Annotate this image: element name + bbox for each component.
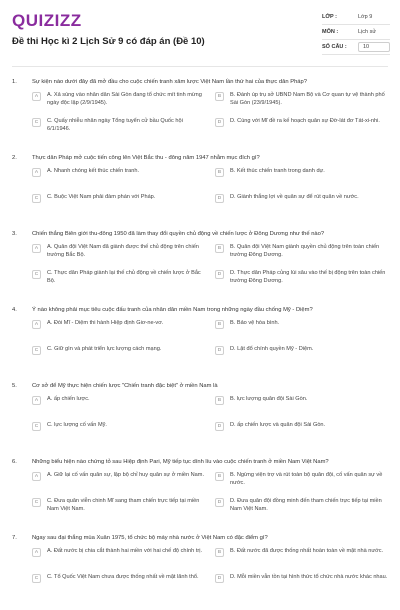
answer-option[interactable] bbox=[32, 472, 205, 494]
question-item bbox=[12, 154, 388, 230]
answer-option[interactable] bbox=[215, 194, 388, 216]
option-text: D. Đưa quân đội đồng minh đến tham chiến trực tiếp tại miền Nam Việt Nam. bbox=[230, 498, 382, 512]
answer-options bbox=[32, 548, 388, 596]
option-letter-box[interactable]: C bbox=[32, 270, 41, 279]
question-text: Ngay sau đại thắng mùa Xuân 1975, tổ chức bộ máy nhà nước ở Việt Nam có đặc điểm gì? bbox=[32, 535, 268, 541]
answer-option[interactable] bbox=[32, 118, 205, 140]
quizizz-logo: QUIZIZZ bbox=[12, 11, 82, 30]
worksheet-header bbox=[0, 0, 400, 64]
option-letter-box[interactable]: A bbox=[32, 320, 41, 329]
answer-option[interactable] bbox=[32, 270, 205, 292]
option-letter-box[interactable]: C bbox=[32, 498, 41, 507]
answer-option[interactable] bbox=[32, 92, 205, 114]
option-letter-box[interactable]: A bbox=[32, 548, 41, 557]
answer-option[interactable] bbox=[32, 194, 205, 216]
question-number: 1. bbox=[12, 79, 17, 85]
option-text: C. Giữ gìn và phát triển lực lượng cách mạng. bbox=[47, 346, 162, 352]
meta-label: MÔN : bbox=[322, 29, 339, 35]
option-text: C. Quấy nhiễu nhân ngày Tổng tuyển cử bầu Quốc hội 6/1/1946. bbox=[47, 118, 183, 132]
option-letter-box[interactable]: C bbox=[32, 422, 41, 431]
option-letter-box[interactable]: A bbox=[32, 92, 41, 101]
answer-option[interactable] bbox=[215, 270, 388, 292]
option-text: D. Cùng với Mĩ đề ra kế hoạch quân sự Đờ-lát đơ Tát-xi-nhi. bbox=[230, 118, 380, 124]
option-letter-box[interactable]: B bbox=[215, 168, 224, 177]
option-letter-box[interactable]: D bbox=[215, 574, 224, 583]
meta-row-subject bbox=[322, 25, 390, 40]
answer-option[interactable] bbox=[32, 548, 205, 570]
option-text: C. Đưa quân viễn chinh Mĩ sang tham chiến trực tiếp tại miền Nam Việt Nam. bbox=[47, 498, 200, 512]
answer-option[interactable] bbox=[215, 346, 388, 368]
question-item bbox=[12, 458, 388, 534]
answer-option[interactable] bbox=[32, 498, 205, 520]
meta-label: SỐ CÂU : bbox=[322, 44, 347, 50]
option-letter-box[interactable]: D bbox=[215, 346, 224, 355]
question-number: 7. bbox=[12, 535, 17, 541]
option-letter-box[interactable]: D bbox=[215, 422, 224, 431]
answer-option[interactable] bbox=[32, 244, 205, 266]
answer-option[interactable] bbox=[215, 472, 388, 494]
answer-options bbox=[32, 320, 388, 368]
option-letter-box[interactable]: B bbox=[215, 244, 224, 253]
meta-value: Lịch sử bbox=[358, 29, 377, 35]
option-letter-box[interactable]: A bbox=[32, 472, 41, 481]
option-letter-box[interactable]: B bbox=[215, 396, 224, 405]
question-header bbox=[12, 458, 388, 470]
option-text: D. Thực dân Pháp củng lùi sâu vào thế bị động trên toàn chiến trường Đông Dương. bbox=[230, 270, 386, 284]
option-letter-box[interactable]: C bbox=[32, 118, 41, 127]
answer-option[interactable] bbox=[215, 118, 388, 140]
question-number: 2. bbox=[12, 155, 17, 161]
option-letter-box[interactable]: B bbox=[215, 320, 224, 329]
option-letter-box[interactable]: D bbox=[215, 194, 224, 203]
answer-option[interactable] bbox=[32, 168, 205, 190]
answer-options bbox=[32, 472, 388, 520]
option-letter-box[interactable]: D bbox=[215, 270, 224, 279]
option-letter-box[interactable]: B bbox=[215, 472, 224, 481]
page-title: Đề thi Học kì 2 Lịch Sử 9 có đáp án (Đề 10) bbox=[12, 36, 205, 47]
option-letter-box[interactable]: C bbox=[32, 574, 41, 583]
question-number: 5. bbox=[12, 383, 17, 389]
meta-value: Lớp 9 bbox=[358, 14, 373, 20]
answer-option[interactable] bbox=[215, 396, 388, 418]
option-text: A. Quân đội Việt Nam đã giành được thế chủ động trên chiến trường Bắc Bộ. bbox=[47, 244, 199, 258]
question-item bbox=[12, 78, 388, 154]
option-text: D. Lật đổ chính quyền Mỹ - Diệm. bbox=[230, 346, 314, 352]
question-number: 3. bbox=[12, 231, 17, 237]
meta-label: LỚP : bbox=[322, 14, 337, 20]
question-header bbox=[12, 534, 388, 546]
answer-options bbox=[32, 244, 388, 292]
question-item bbox=[12, 230, 388, 306]
header-divider bbox=[12, 66, 388, 67]
option-letter-box[interactable]: C bbox=[32, 194, 41, 203]
question-text: Ý nào không phải mục tiêu cuộc đấu tranh của nhân dân miền Nam trong những ngày đầu chống Mỹ - Diệm? bbox=[32, 307, 313, 313]
option-letter-box[interactable]: A bbox=[32, 244, 41, 253]
answer-option[interactable] bbox=[215, 320, 388, 342]
answer-options bbox=[32, 92, 388, 140]
option-letter-box[interactable]: C bbox=[32, 346, 41, 355]
option-text: C. Tổ Quốc Việt Nam chưa được thống nhất về mặt lãnh thổ. bbox=[47, 574, 199, 580]
question-count-field[interactable]: 10 bbox=[358, 42, 390, 52]
question-header bbox=[12, 382, 388, 394]
option-text: B. Ngừng viện trợ và rút toàn bộ quân đội, cố vấn quân sự về nước. bbox=[230, 472, 383, 486]
answer-option[interactable] bbox=[32, 396, 205, 418]
question-text: Chiến thắng Biên giới thu-đông 1950 đã làm thay đổi quyền chủ động về chiến lược ở Đông Dương như thế nào? bbox=[32, 231, 325, 237]
question-header bbox=[12, 230, 388, 242]
option-letter-box[interactable]: B bbox=[215, 548, 224, 557]
option-letter-box[interactable]: A bbox=[32, 168, 41, 177]
question-item bbox=[12, 382, 388, 458]
meta-row-class bbox=[322, 10, 390, 25]
answer-option[interactable] bbox=[215, 422, 388, 444]
question-header bbox=[12, 154, 388, 166]
option-letter-box[interactable]: D bbox=[215, 118, 224, 127]
answer-option[interactable] bbox=[215, 548, 388, 570]
option-letter-box[interactable]: A bbox=[32, 396, 41, 405]
answer-option[interactable] bbox=[215, 244, 388, 266]
option-text: A. Đòi Mĩ - Diệm thi hành Hiệp định Giơ-ne-vơ. bbox=[47, 320, 164, 326]
option-text: A. Xả súng vào nhân dân Sài Gòn đang tổ chức mít tinh mừng ngày độc lập (2/9/1945). bbox=[47, 92, 202, 106]
answer-options bbox=[32, 396, 388, 444]
option-text: C. Thực dân Pháp giành lại thế chủ động về chiến lược ở Bắc Bộ. bbox=[47, 270, 201, 284]
option-text: B. Đất nước đã được thống nhất hoàn toàn về mặt nhà nước. bbox=[230, 548, 384, 554]
option-text: B. Kết thúc chiến tranh trong danh dự. bbox=[230, 168, 325, 174]
question-text: Thực dân Pháp mở cuộc tiến công lên Việt Bắc thu - đông năm 1947 nhằm mục đích gì? bbox=[32, 155, 260, 161]
option-text: C. Buộc Việt Nam phải đàm phán với Pháp. bbox=[47, 194, 156, 200]
option-text: B. Đánh úp trụ sở UBND Nam Bộ và Cơ quan tự vệ thành phố Sài Gòn (23/9/1945). bbox=[230, 92, 385, 106]
option-text: A. Đất nước bị chia cắt thành hai miền với hai chế độ chính trị. bbox=[47, 548, 203, 554]
question-item bbox=[12, 306, 388, 382]
option-text: D. Giành thắng lợi về quân sự để rút quân về nước. bbox=[230, 194, 359, 200]
question-item bbox=[12, 534, 388, 610]
meta-row-question-count bbox=[322, 40, 390, 55]
option-text: A. Nhanh chóng kết thúc chiến tranh. bbox=[47, 168, 140, 174]
option-text: A. ấp chiến lược. bbox=[47, 396, 90, 402]
question-text: Những biểu hiện nào chứng tỏ sau Hiệp định Pari, Mỹ tiếp tục dính líu vào cuộc chiến tranh ở miền Nam Việt Nam? bbox=[32, 459, 329, 465]
question-header bbox=[12, 78, 388, 90]
answer-option[interactable] bbox=[32, 422, 205, 444]
option-text: B. Quân đội Việt Nam giành quyền chủ động trên toàn chiến trường Đông Dương. bbox=[230, 244, 380, 258]
question-list bbox=[12, 78, 388, 610]
question-number: 4. bbox=[12, 307, 17, 313]
option-text: B. Bảo vệ hòa bình. bbox=[230, 320, 280, 326]
question-header bbox=[12, 306, 388, 318]
answer-option[interactable] bbox=[215, 498, 388, 520]
option-text: D. ấp chiến lược và quân đội Sài Gòn. bbox=[230, 422, 326, 428]
question-text: Cơ sở để Mỹ thực hiện chiến lược "Chiến tranh đặc biệt" ở miền Nam là bbox=[32, 383, 218, 389]
answer-option[interactable] bbox=[215, 168, 388, 190]
option-text: B. lực lượng quân đội Sài Gòn. bbox=[230, 396, 308, 402]
option-text: C. lực lượng cố vấn Mỹ. bbox=[47, 422, 107, 428]
option-letter-box[interactable]: B bbox=[215, 92, 224, 101]
question-text: Sự kiện nào dưới đây đã mở đầu cho cuộc chiến tranh xâm lược Việt Nam lần thứ hai của thực dân Pháp? bbox=[32, 79, 307, 85]
answer-option[interactable] bbox=[32, 346, 205, 368]
option-text: D. Mỗi miền vẫn tồn tại hình thức tổ chức nhà nước khác nhau. bbox=[230, 574, 388, 580]
option-letter-box[interactable]: D bbox=[215, 498, 224, 507]
answer-option[interactable] bbox=[215, 574, 388, 596]
answer-option[interactable] bbox=[32, 574, 205, 596]
answer-options bbox=[32, 168, 388, 216]
worksheet-meta bbox=[322, 10, 390, 55]
answer-option[interactable] bbox=[32, 320, 205, 342]
option-text: A. Giữ lại cố vấn quân sự, lập bộ chỉ huy quân sự ở miền Nam. bbox=[47, 472, 204, 478]
answer-option[interactable] bbox=[215, 92, 388, 114]
question-number: 6. bbox=[12, 459, 17, 465]
